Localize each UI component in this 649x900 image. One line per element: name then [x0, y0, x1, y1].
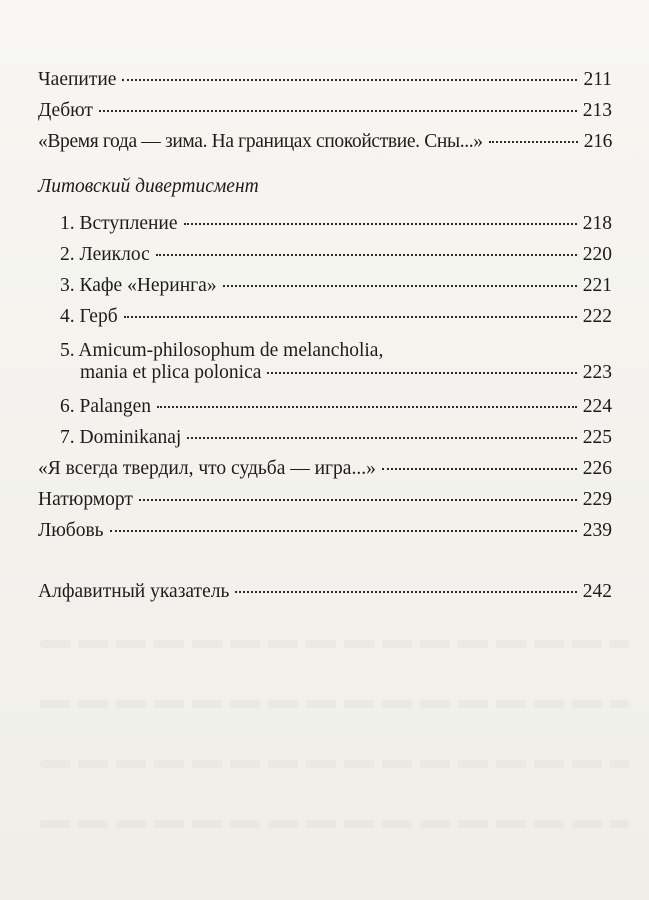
toc-entry[interactable] — [38, 99, 612, 123]
toc-entry-index[interactable] — [38, 580, 612, 604]
toc-entry[interactable] — [38, 488, 612, 512]
toc-entry-page: 221 — [582, 275, 612, 296]
toc-entry[interactable] — [38, 457, 612, 481]
toc-entry-page: 242 — [582, 581, 612, 602]
toc-entry-page: 224 — [582, 396, 612, 417]
toc-entry-title: 2. Леиклос — [60, 244, 150, 265]
dot-leader — [489, 141, 578, 143]
toc-entry[interactable] — [38, 130, 612, 154]
toc-entry-page: 218 — [582, 213, 612, 234]
toc-entry[interactable] — [38, 68, 612, 92]
toc-subentry[interactable] — [60, 395, 612, 419]
toc-entry-page: 225 — [582, 427, 612, 448]
dot-leader — [187, 437, 576, 439]
dot-leader — [156, 254, 577, 256]
toc-entry-title: 3. Кафе «Неринга» — [60, 275, 217, 296]
dot-leader — [157, 406, 577, 408]
dot-leader — [267, 372, 576, 374]
bleed-through-texture — [40, 760, 629, 768]
toc-subentry[interactable] — [60, 212, 612, 236]
toc-entry[interactable] — [38, 519, 612, 543]
toc-entry-title: 4. Герб — [60, 306, 118, 327]
dot-leader — [99, 110, 577, 112]
toc-entry-title: «Я всегда твердил, что судьба — игра...» — [38, 458, 376, 479]
toc-entry-page: 216 — [583, 131, 612, 152]
toc-entry-page: 213 — [582, 100, 612, 121]
dot-leader — [122, 79, 577, 81]
toc-entry-page: 211 — [583, 69, 612, 90]
toc-entry-page: 223 — [582, 362, 612, 383]
toc-subentry[interactable] — [60, 361, 612, 385]
toc-subentry[interactable] — [60, 305, 612, 329]
toc-entry-title: Чаепитие — [38, 69, 117, 90]
dot-leader — [110, 530, 577, 532]
toc-entry-title: 1. Вступление — [60, 213, 178, 234]
dot-leader — [124, 316, 577, 318]
toc-entry-page: 229 — [582, 489, 612, 510]
bleed-through-texture — [40, 700, 629, 708]
dot-leader — [139, 499, 577, 501]
toc-entry-page: 226 — [582, 458, 612, 479]
toc-entry-title: Дебют — [38, 100, 93, 121]
dot-leader — [382, 468, 577, 470]
toc-entry-page: 222 — [582, 306, 612, 327]
toc-entry-title-continued: mania et plica polonica — [80, 362, 262, 383]
toc-entry-page: 239 — [582, 520, 612, 541]
dot-leader — [223, 285, 577, 287]
toc-subentry-line1[interactable] — [60, 339, 383, 363]
toc-entry-title: 5. Amicum-philosophum de melancholia, — [60, 340, 384, 361]
dot-leader — [235, 591, 576, 593]
toc-entry-title: Любовь — [38, 520, 104, 541]
dot-leader — [184, 223, 577, 225]
bleed-through-texture — [40, 640, 629, 648]
toc-entry-title: Алфавитный указатель — [38, 581, 230, 602]
toc-entry-title: «Время года — зима. На границах спокойствие. Сны...» — [38, 131, 483, 152]
bleed-through-texture — [40, 820, 629, 828]
toc-subentry[interactable] — [60, 274, 612, 298]
toc-entry-page: 220 — [582, 244, 612, 265]
toc-entry-title: 7. Dominikanaj — [60, 427, 182, 448]
toc-subentry[interactable] — [60, 243, 612, 267]
section-title: Литовский дивертисмент — [38, 176, 259, 197]
toc-entry-title: Натюрморт — [38, 489, 133, 510]
toc-entry-title: 6. Palangen — [60, 396, 151, 417]
toc-subentry[interactable] — [60, 426, 612, 450]
